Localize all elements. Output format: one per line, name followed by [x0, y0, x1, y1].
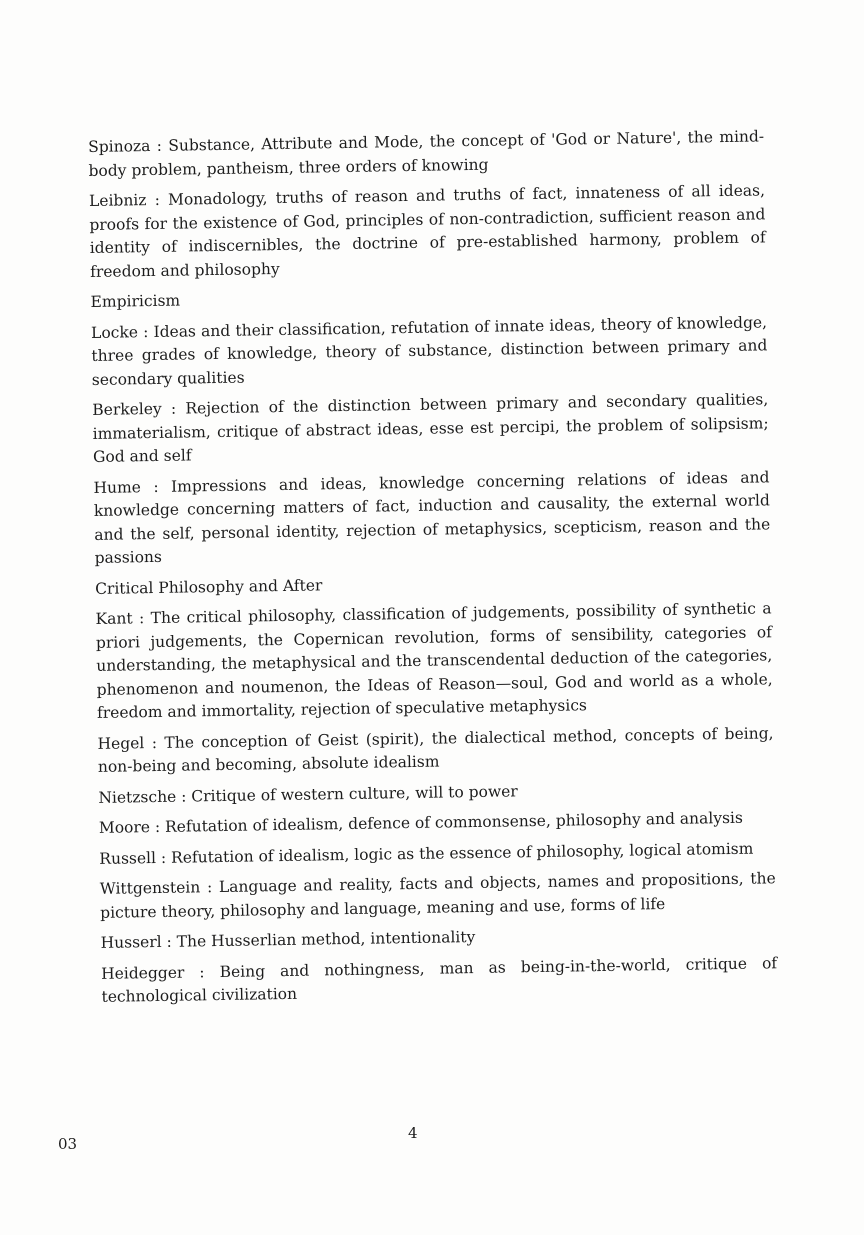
- paragraph-heidegger: Heidegger : Being and nothingness, man as being-in-the-world, critique of technological civilization: [101, 953, 778, 1006]
- paragraph-berkeley: Berkeley : Rejection of the distinction between primary and secondary qualities, immaterialism, critique of abstract ideas, esse est percipi, the problem of solipsism; God and self: [92, 390, 769, 466]
- paragraph-spinoza: Spinoza : Substance, Attribute and Mode, the concept of 'God or Nature', the mind-body problem, pantheism, three orders of knowing: [88, 127, 765, 180]
- paragraph-leibniz: Leibniz : Monadology, truths of reason and truths of fact, innateness of all ideas, proofs for the existence of God, principles of non-contradiction, sufficient reason and identity of indiscernibles, the doctrine of pre-established harmony, problem of freedom and philosophy: [88, 181, 766, 281]
- syllabus-content: [88, 125, 778, 1016]
- paragraph-husserl: Husserl : The Husserlian method, intentionality: [100, 928, 476, 952]
- footer-code: 03: [58, 1135, 78, 1153]
- paragraph-russell: Russell : Refutation of idealism, logic as the essence of philosophy, logical atomism: [99, 839, 754, 868]
- heading-critical-philosophy: Critical Philosophy and After: [94, 575, 323, 598]
- paragraph-hegel: Hegel : The conception of Geist (spirit), the dialectical method, concepts of being, non-being and becoming, absolute idealism: [97, 723, 774, 776]
- paragraph-wittgenstein: Wittgenstein : Language and reality, facts and objects, names and propositions, the picture theory, philosophy and language, meaning and use, forms of life: [99, 869, 776, 922]
- paragraph-hume: Hume : Impressions and ideas, knowledge concerning relations of ideas and knowledge concerning matters of fact, induction and causality, the external world and the self, personal identity, rejection of metaphysics, scepticism, reason and the passions: [93, 467, 771, 567]
- paragraph-kant: Kant : The critical philosophy, classification of judgements, possibility of synthetic a priori judgements, the Copernican revolution, forms of sensibility, categories of understanding, the metaphysical and the transcendental deduction of the categories, phenomenon and noumenon, the Ideas of Reason—soul, God and world as a whole, freedom and immortality, rejection of speculative metaphysics: [95, 599, 773, 722]
- page-number: 4: [408, 1124, 418, 1142]
- heading-empiricism: Empiricism: [90, 291, 181, 311]
- paragraph-locke: Locke : Ideas and their classification, refutation of innate ideas, theory of knowledge, three grades of knowledge, theory of substance, distinction between primary and secondary qualities: [90, 312, 768, 389]
- paragraph-moore: Moore : Refutation of idealism, defence of commonsense, philosophy and analysis: [98, 808, 744, 837]
- paragraph-nietzsche: Nietzsche : Critique of western culture, will to power: [98, 781, 518, 807]
